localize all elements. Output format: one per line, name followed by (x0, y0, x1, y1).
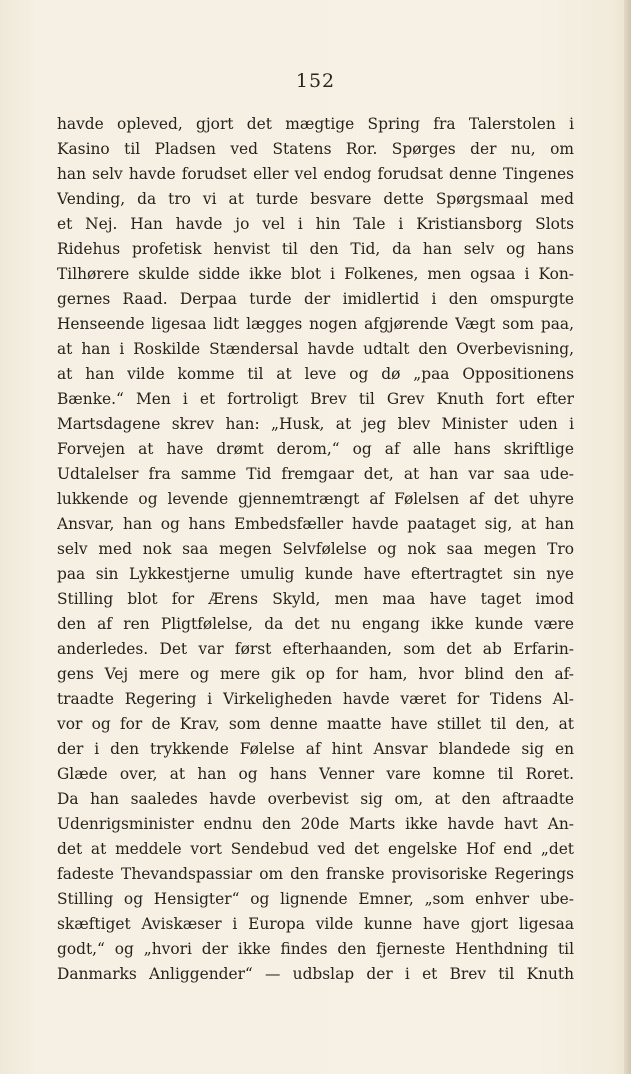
body-text (57, 112, 574, 987)
text-line: selv med nok saa megen Selvfølelse og nok saa megen Tro (57, 540, 574, 558)
text-line: at han i Roskilde Stændersal havde udtalt den Overbevisning, (57, 340, 574, 358)
text-line: gernes Raad. Derpaa turde der imidlertid i den omspurgte (57, 290, 574, 308)
text-line: vor og for de Krav, som denne maatte have stillet til den, at (57, 715, 574, 733)
text-line: Martsdagene skrev han: „Husk, at jeg blev Minister uden i (57, 415, 574, 433)
text-line: Danmarks Anliggender“ — udbslap der i et Brev til Knuth (57, 965, 574, 983)
text-line: paa sin Lykkestjerne umulig kunde have eftertragtet sin nye (57, 565, 574, 583)
text-line: Stilling og Hensigter“ og lignende Emner, „som enhver ube- (57, 890, 574, 908)
text-line: Henseende ligesaa lidt lægges nogen afgjørende Vægt som paa, (57, 315, 574, 333)
text-line: Udtalelser fra samme Tid fremgaar det, at han var saa ude- (57, 465, 574, 483)
text-line: Da han saaledes havde overbevist sig om, at den aftraadte (57, 790, 574, 808)
text-line: lukkende og levende gjennemtrængt af Følelsen af det uhyre (57, 490, 574, 508)
text-line: et Nej. Han havde jo vel i hin Tale i Kristiansborg Slots (57, 215, 574, 233)
text-line: den af ren Pligtfølelse, da det nu engang ikke kunde være (57, 615, 574, 633)
page-edge (624, 0, 631, 1074)
text-line: Ansvar, han og hans Embedsfæller havde paataget sig, at han (57, 515, 574, 533)
text-line: Bænke.“ Men i et fortroligt Brev til Grev Knuth fort efter (57, 390, 574, 408)
text-line: at han vilde komme til at leve og dø „paa Oppositionens (57, 365, 574, 383)
text-line: Ridehus profetisk henvist til den Tid, da han selv og hans (57, 240, 574, 258)
text-line: Vending, da tro vi at turde besvare dette Spørgsmaal med (57, 190, 574, 208)
text-line: Forvejen at have drømt derom,“ og af alle hans skriftlige (57, 440, 574, 458)
text-line: skæftiget Aviskæser i Europa vilde kunne have gjort ligesaa (57, 915, 574, 933)
page-number: 152 (295, 70, 336, 92)
text-line: fadeste Thevandspassiar om den franske provisoriske Regerings (57, 865, 574, 883)
text-line: Stilling blot for Ærens Skyld, men maa have taget imod (57, 590, 574, 608)
text-line: Udenrigsminister endnu den 20de Marts ikke havde havt An- (57, 815, 574, 833)
text-line: han selv havde forudset eller vel endog forudsat denne Tingenes (57, 165, 574, 183)
text-line: gens Vej mere og mere gik op for ham, hvor blind den af- (57, 665, 574, 683)
text-line: godt,“ og „hvori der ikke findes den fjerneste Henthdning til (57, 940, 574, 958)
text-line: traadte Regering i Virkeligheden havde været for Tidens Al- (57, 690, 574, 708)
text-line: havde opleved, gjort det mægtige Spring fra Talerstolen i (57, 115, 574, 133)
text-line: det at meddele vort Sendebud ved det engelske Hof end „det (57, 840, 574, 858)
text-line: Kasino til Pladsen ved Statens Ror. Spørges der nu, om (57, 140, 574, 158)
text-line: der i den trykkende Følelse af hint Ansvar blandede sig en (57, 740, 574, 758)
text-line: Tilhørere skulde sidde ikke blot i Folkenes, men ogsaa i Kon- (57, 265, 574, 283)
text-line: Glæde over, at han og hans Venner vare komne til Roret. (57, 765, 574, 783)
text-line: anderledes. Det var først efterhaanden, som det ab Erfarin- (57, 640, 574, 658)
